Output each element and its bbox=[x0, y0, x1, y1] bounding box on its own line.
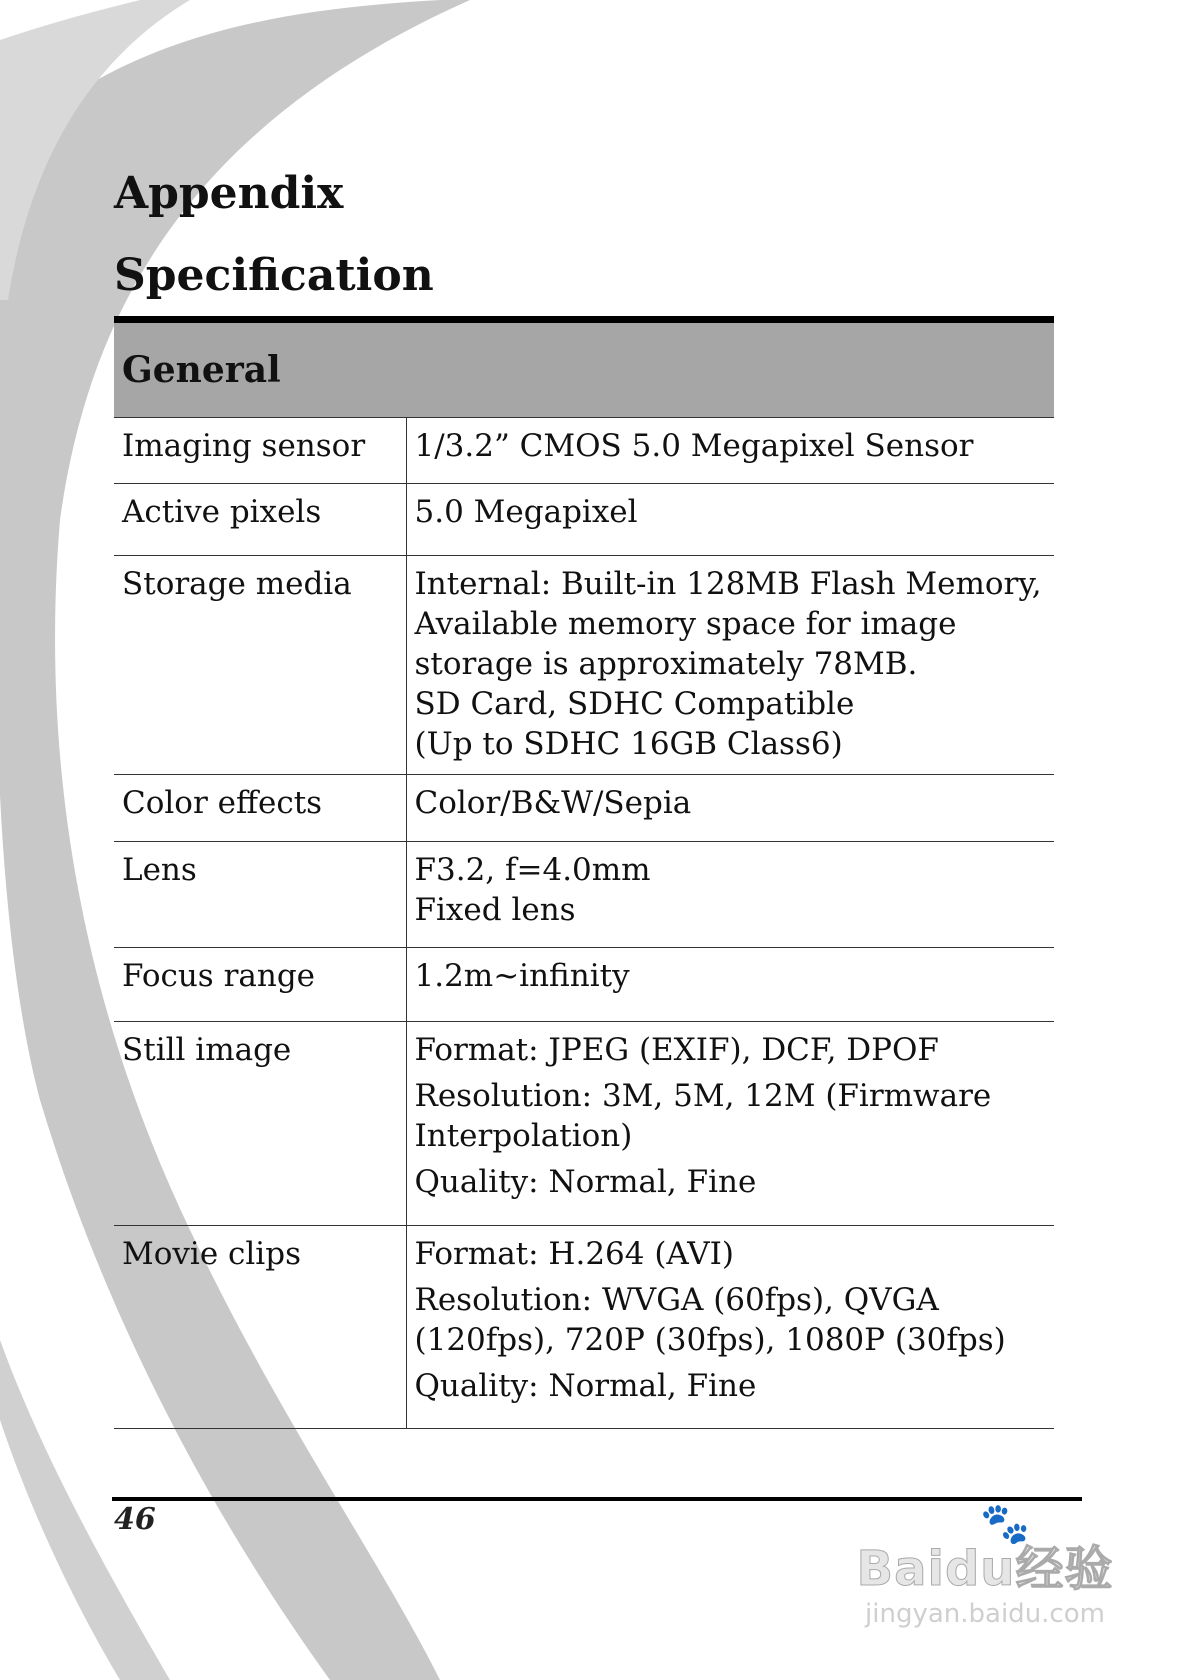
spec-value bbox=[406, 1022, 1054, 1226]
spec-label: Color effects bbox=[114, 775, 406, 842]
spec-value-line: Format: JPEG (EXIF), DCF, DPOF bbox=[414, 1032, 939, 1068]
spec-value-line: Quality: Normal, Fine bbox=[414, 1164, 757, 1200]
spec-value-line: Format: H.264 (AVI) bbox=[414, 1236, 735, 1272]
spec-label: Focus range bbox=[114, 948, 406, 1022]
spec-label: Active pixels bbox=[114, 484, 406, 556]
spec-value bbox=[406, 484, 1054, 556]
spec-value-line: Available memory space for image bbox=[414, 606, 957, 642]
spec-value-line: SD Card, SDHC Compatible bbox=[414, 686, 855, 722]
spec-label: Movie clips bbox=[114, 1226, 406, 1429]
spec-value bbox=[406, 418, 1054, 484]
page-heading-appendix: Appendix bbox=[114, 168, 344, 219]
spec-label: Storage media bbox=[114, 556, 406, 775]
table-row bbox=[114, 775, 1054, 842]
spec-value-line: Internal: Built-in 128MB Flash Memory, bbox=[414, 566, 1042, 602]
spec-value-line: Interpolation) bbox=[414, 1118, 633, 1154]
baidu-watermark bbox=[840, 1500, 1130, 1640]
spec-value-line: storage is approximately 78MB. bbox=[414, 646, 918, 682]
spec-label: Still image bbox=[114, 1022, 406, 1226]
spec-value-line: F3.2, f=4.0mm bbox=[414, 852, 651, 888]
table-row bbox=[114, 948, 1054, 1022]
table-row bbox=[114, 418, 1054, 484]
table-row bbox=[114, 484, 1054, 556]
spec-value bbox=[406, 556, 1054, 775]
spec-value bbox=[406, 1226, 1054, 1429]
table-section-header: General bbox=[114, 320, 1054, 418]
spec-value-line: (120fps), 720P (30fps), 1080P (30fps) bbox=[414, 1322, 1006, 1358]
section-heading-specification: Specification bbox=[114, 250, 434, 301]
paw-icon: 🐾 bbox=[980, 1501, 1030, 1547]
specification-table bbox=[114, 316, 1054, 1429]
spec-value-line: (Up to SDHC 16GB Class6) bbox=[414, 726, 843, 762]
spec-value-line: Color/B&W/Sepia bbox=[414, 785, 692, 821]
spec-value-line: Fixed lens bbox=[414, 892, 576, 928]
watermark-brand: Baidu经验 bbox=[856, 1541, 1114, 1597]
table-row bbox=[114, 842, 1054, 948]
table-row bbox=[114, 1022, 1054, 1226]
watermark-url: jingyan.baidu.com bbox=[865, 1599, 1105, 1629]
spec-value-line: Quality: Normal, Fine bbox=[414, 1368, 757, 1404]
spec-value-line: Resolution: 3M, 5M, 12M (Firmware bbox=[414, 1078, 992, 1114]
spec-value-line: Resolution: WVGA (60fps), QVGA bbox=[414, 1282, 939, 1318]
spec-label: Lens bbox=[114, 842, 406, 948]
table-header-row bbox=[114, 320, 1054, 418]
spec-value-line: 1.2m~infinity bbox=[414, 958, 630, 994]
spec-value-line: 5.0 Megapixel bbox=[414, 494, 638, 530]
table-row bbox=[114, 556, 1054, 775]
spec-label: Imaging sensor bbox=[114, 418, 406, 484]
page-number: 46 bbox=[114, 1502, 156, 1537]
spec-value bbox=[406, 775, 1054, 842]
spec-value bbox=[406, 948, 1054, 1022]
spec-value bbox=[406, 842, 1054, 948]
table-row bbox=[114, 1226, 1054, 1429]
spec-value-line: 1/3.2” CMOS 5.0 Megapixel Sensor bbox=[414, 428, 974, 464]
